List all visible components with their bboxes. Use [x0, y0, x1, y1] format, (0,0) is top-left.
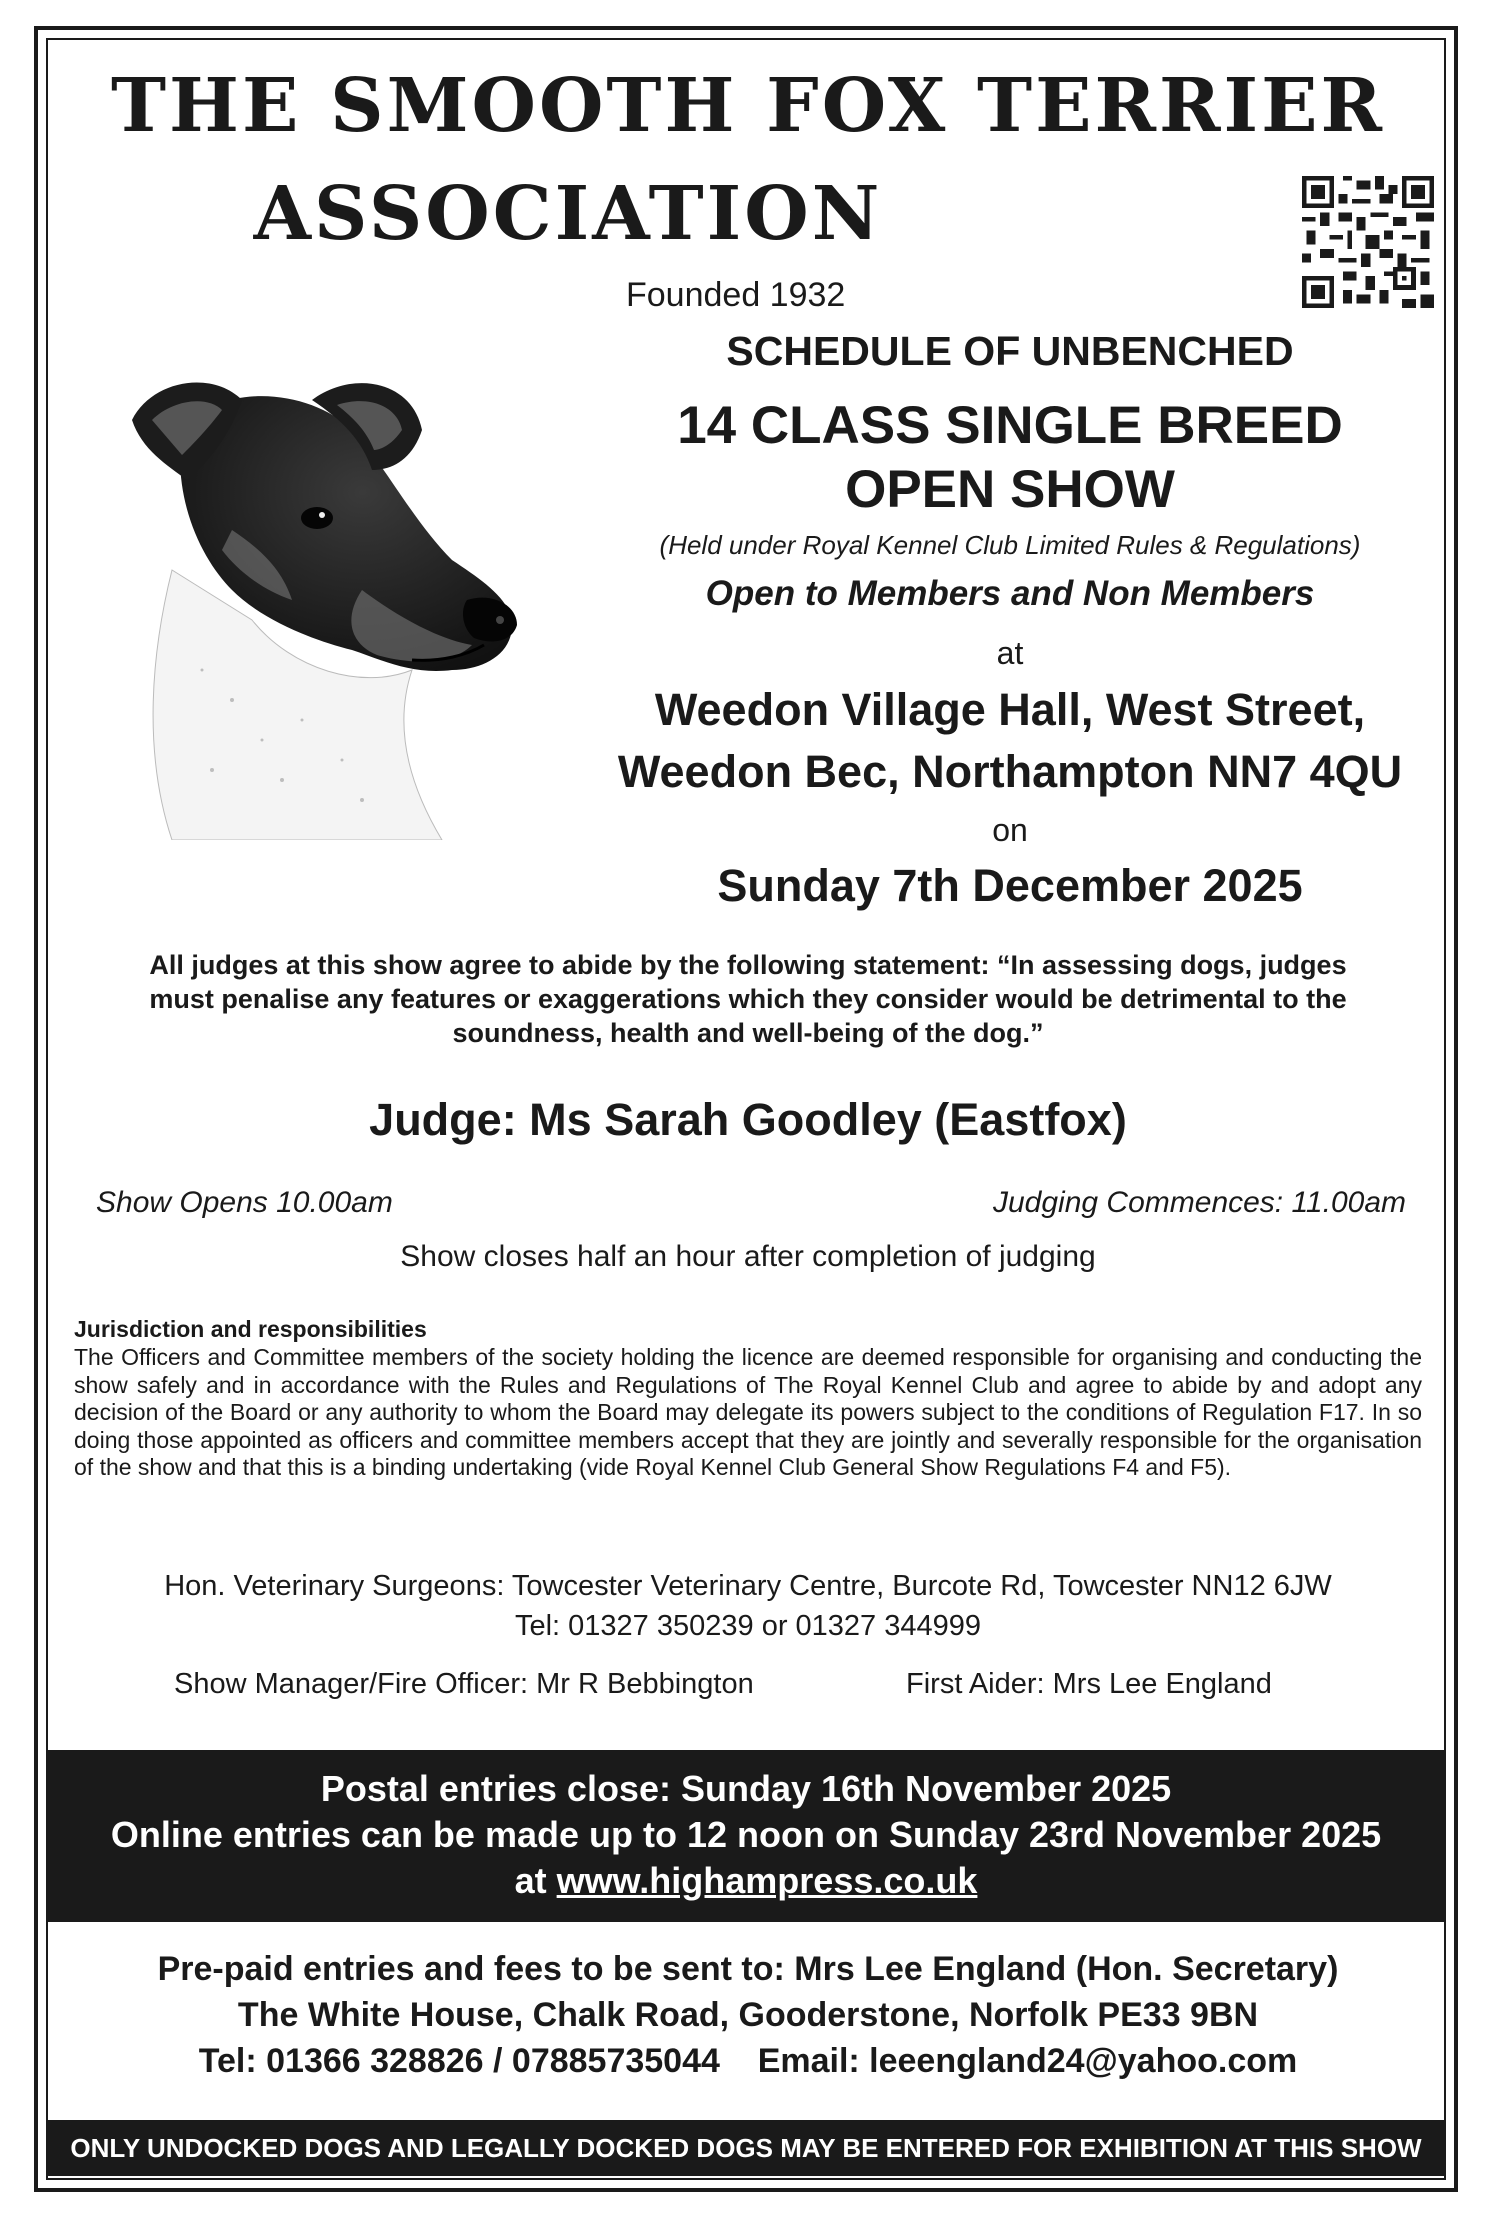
show-manager: Show Manager/Fire Officer: Mr R Bebbington [174, 1668, 754, 1700]
contact-line-2: The White House, Chalk Road, Gooderstone, Norfolk PE33 9BN [237, 1996, 1259, 2034]
docking-notice: ONLY UNDOCKED DOGS AND LEGALLY DOCKED DOGS MAY BE ENTERED FOR EXHIBITION AT THIS SHOW [48, 2120, 1444, 2176]
judge-name: Judge: Ms Sarah Goodley (Eastfox) [369, 1094, 1127, 1145]
show-opens-time: Show Opens 10.00am [96, 1186, 393, 1219]
venue-line-1: Weedon Village Hall, West Street, [654, 684, 1366, 735]
website-prefix: at [514, 1860, 547, 1901]
veterinary-surgeons [60, 1566, 1436, 1646]
statement-line-3: soundness, health and well-being of the dog.” [452, 1018, 1044, 1048]
class-heading-line-1: 14 CLASS SINGLE BREED [677, 396, 1343, 455]
jurisdiction-body: The Officers and Committee members of the society holding the licence are deemed responsible for organising and conducting the show safely and in accordance with the Rules and Regulations of The Royal Kennel Club and agree to abide by and adopt any decision of the Board or any authority to whom the Board may delegate its powers subject to the conditions of Regulation F17. In so doing those appointed as officers and committee members accept that they are jointly and severally responsible for the organisation of the show and that this is a binding undertaking (vide Royal Kennel Club General Show Regulations F4 and F5). [74, 1344, 1422, 1480]
vets-line-1: Hon. Veterinary Surgeons: Towcester Veterinary Centre, Burcote Rd, Towcester NN12 6JW [164, 1570, 1332, 1602]
title-line-1: THE SMOOTH FOX TERRIER [110, 63, 1386, 149]
contact-line-1: Pre-paid entries and fees to be sent to: Mrs Lee England (Hon. Secretary) [157, 1950, 1339, 1988]
venue-line-2: Weedon Bec, Northampton NN7 4QU [617, 746, 1403, 797]
website-line [48, 1858, 1444, 1904]
show-closes-note: Show closes half an hour after completion of judging [400, 1240, 1096, 1273]
online-entries-note: Online entries can be made up to 12 noon on Sunday 23rd November 2025 [110, 1814, 1382, 1855]
vets-line-2: Tel: 01327 350239 or 01327 344999 [514, 1610, 982, 1642]
judges-statement [90, 948, 1406, 1050]
open-to-note: Open to Members and Non Members [705, 574, 1315, 613]
on-label: on [992, 812, 1028, 848]
contact-line-3: Tel: 01366 328826 / 07885735044 Email: leeengland24@yahoo.com [198, 2042, 1298, 2080]
show-date: Sunday 7th December 2025 [717, 860, 1303, 911]
qr-code-icon[interactable] [1302, 176, 1434, 308]
at-label: at [996, 635, 1024, 671]
held-under-note: (Held under Royal Kennel Club Limited Rules & Regulations) [659, 530, 1361, 560]
schedule-heading: SCHEDULE OF UNBENCHED [726, 328, 1294, 374]
entries-banner [48, 1750, 1444, 1922]
jurisdiction-heading: Jurisdiction and responsibilities [74, 1316, 427, 1342]
postal-entries-close: Postal entries close: Sunday 16th November 2025 [320, 1768, 1172, 1809]
statement-line-2: must penalise any features or exaggerations which they consider would be detrimental to the [149, 984, 1347, 1014]
contact-block [60, 1946, 1436, 2084]
statement-line-1: All judges at this show agree to abide by the following statement: “In assessing dogs, judges [149, 950, 1347, 980]
class-heading-line-2: OPEN SHOW [845, 460, 1175, 519]
first-aider: First Aider: Mrs Lee England [906, 1668, 1272, 1700]
judging-commences-time: Judging Commences: 11.00am [993, 1186, 1406, 1219]
website-link[interactable]: www.highampress.co.uk [556, 1860, 978, 1901]
founded-year: Founded 1932 [626, 276, 846, 314]
fox-terrier-head-illustration [112, 370, 562, 840]
title-line-2: ASSOCIATION [253, 171, 883, 257]
